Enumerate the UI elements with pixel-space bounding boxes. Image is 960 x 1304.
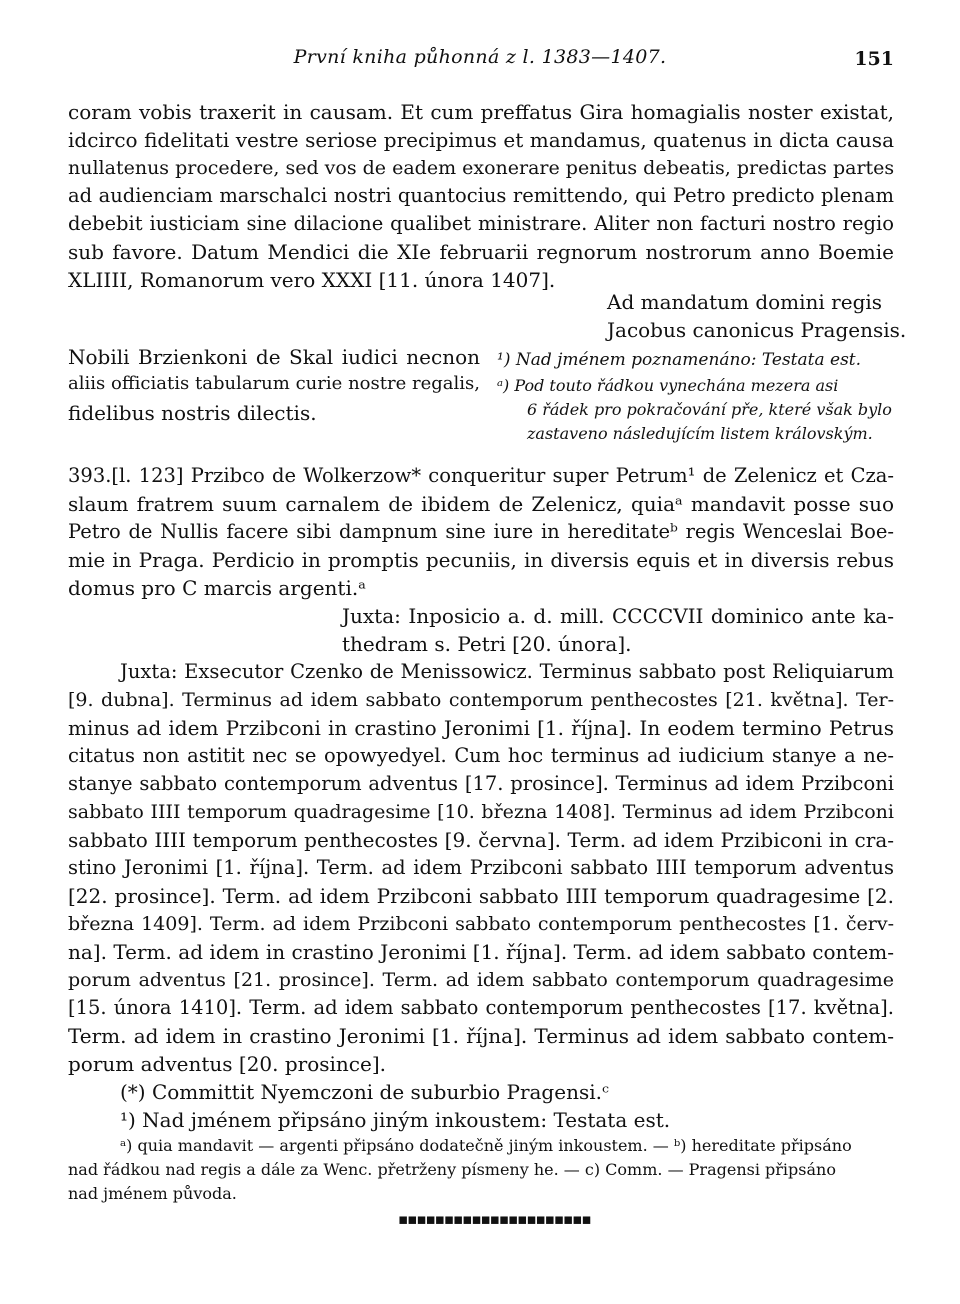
body-line: coram vobis traxerit in causam. Et cum preffatus Gira homagialis noster existat, (68, 100, 894, 124)
entry-393-line: slaum fratrem suum carnalem de ibidem de Zelenicz, quiaᵃ mandavit posse suo (68, 492, 894, 516)
note-line: ¹) Nad jménem připsáno jiným inkoustem: Testata est. (120, 1108, 671, 1132)
juxta-line: Juxta: Exsecutor Czenko de Menissowicz. Terminus sabbato post Reliquiarum (120, 660, 894, 683)
body-line: sub favore. Datum Mendici die XIe februarii regnorum nostrorum anno Boemie (68, 240, 894, 264)
signature-line: Ad mandatum domini regis (607, 290, 883, 314)
juxta-line: porum adventus [20. prosince]. (68, 1052, 386, 1076)
signature-line: Jacobus canonicus Pragensis. (607, 318, 907, 342)
juxta-line: citatus non astitit nec se opowyedyel. Cum hoc terminus ad iudicium stanye a ne- (68, 744, 894, 767)
entry-393-line: Petro de Nullis facere sibi dampnum sine iure in hereditateᵇ regis Wenceslai Boe- (68, 520, 894, 543)
entry-393-line: mie in Praga. Perdicio in promptis pecuniis, in diversis equis et in diversis rebus (68, 548, 894, 572)
juxta-line: [15. února 1410]. Term. ad idem sabbato contemporum penthecostes [17. května]. (68, 996, 894, 1019)
footnote-line: ᵃ) quia mandavit — argenti připsáno dodatečně jiným inkoustem. — ᵇ) hereditate připsáno (120, 1136, 852, 1155)
side-note: ᵃ) Pod touto řádkou vynechána mezera asi (497, 376, 839, 395)
juxta-line: minus ad idem Przibconi in crastino Jeronimi [1. října]. In eodem termino Petrus (68, 716, 894, 740)
address-line: fidelibus nostris dilectis. (68, 401, 317, 425)
body-line: idcirco fidelitati vestre seriose precipimus et mandamus, quatenus in dicta causa (68, 128, 894, 152)
side-note: ¹) Nad jménem poznamenáno: Testata est. (497, 350, 862, 370)
side-note: zastaveno následujícím listem královským. (527, 424, 873, 443)
address-line: Nobili Brzienkoni de Skal iudici necnon (68, 345, 480, 369)
juxta-line: Term. ad idem in crastino Jeronimi [1. října]. Terminus ad idem sabbato contem- (68, 1024, 894, 1048)
running-header-title: První kniha půhonná z l. 1383—1407. (293, 46, 667, 68)
body-line: nullatenus procedere, sed vos de eadem exonerare penitus debeatis, predictas partes (68, 157, 895, 179)
juxta-line: sabbato IIII temporum penthecostes [9. června]. Term. ad idem Przibiconi in cra- (68, 828, 894, 852)
footnote-line: nad jménem původa. (68, 1184, 237, 1203)
juxta-line: [22. prosince]. Term. ad idem Przibconi sabbato IIII temporum quadragesime [2. (68, 884, 894, 908)
side-note: 6 řádek pro pokračování pře, které však bylo (527, 400, 892, 419)
body-line: XLIIII, Romanorum vero XXXI [11. února 1407]. (68, 268, 556, 292)
page-number: 151 (854, 48, 894, 70)
juxta-line: Juxta: Inposicio a. d. mill. CCCCVII dominico ante ka- (342, 604, 894, 628)
juxta-line: sabbato IIII temporum quadragesime [10. března 1408]. Terminus ad idem Przibconi (68, 801, 894, 823)
separator-rule: ▪▪▪▪▪▪▪▪▪▪▪▪▪▪▪▪▪▪▪▪▪ (398, 1210, 591, 1228)
entry-393-line: domus pro C marcis argenti.ᵃ (68, 576, 366, 600)
address-line: aliis officiatis tabularum curie nostre regalis, (68, 373, 480, 394)
juxta-line: na]. Term. ad idem in crastino Jeronimi [1. října]. Term. ad idem sabbato contem- (68, 940, 894, 964)
juxta-line: [9. dubna]. Terminus ad idem sabbato contemporum penthecostes [21. května]. Ter- (68, 689, 894, 711)
juxta-line: března 1409]. Term. ad idem Przibconi sabbato contemporum penthecostes [1. červ- (68, 913, 894, 935)
entry-393-line: 393.[l. 123] Przibco de Wolkerzow* conqueritur super Petrum¹ de Zelenicz et Cza- (68, 464, 894, 487)
note-line: (*) Committit Nyemczoni de suburbio Pragensi.ᶜ (120, 1080, 609, 1104)
juxta-line: porum adventus [21. prosince]. Term. ad idem sabbato contemporum quadragesime (68, 969, 894, 991)
body-line: ad audienciam marschalci nostri quantocius remittendo, qui Petro predicto plenam (68, 184, 894, 207)
juxta-line: stino Jeronimi [1. října]. Term. ad idem Przibconi sabbato IIII temporum adventus (68, 856, 894, 879)
body-line: debebit iusticiam sine dilacione qualibet ministrare. Aliter non facturi nostro regio (68, 212, 894, 235)
footnote-line: nad řádkou nad regis a dále za Wenc. přetrženy písmeny he. — c) Comm. — Pragensi připsáno (68, 1160, 836, 1179)
juxta-line: stanye sabbato contemporum adventus [17. prosince]. Terminus ad idem Przibconi (68, 772, 894, 795)
juxta-line: thedram s. Petri [20. února]. (342, 632, 632, 656)
